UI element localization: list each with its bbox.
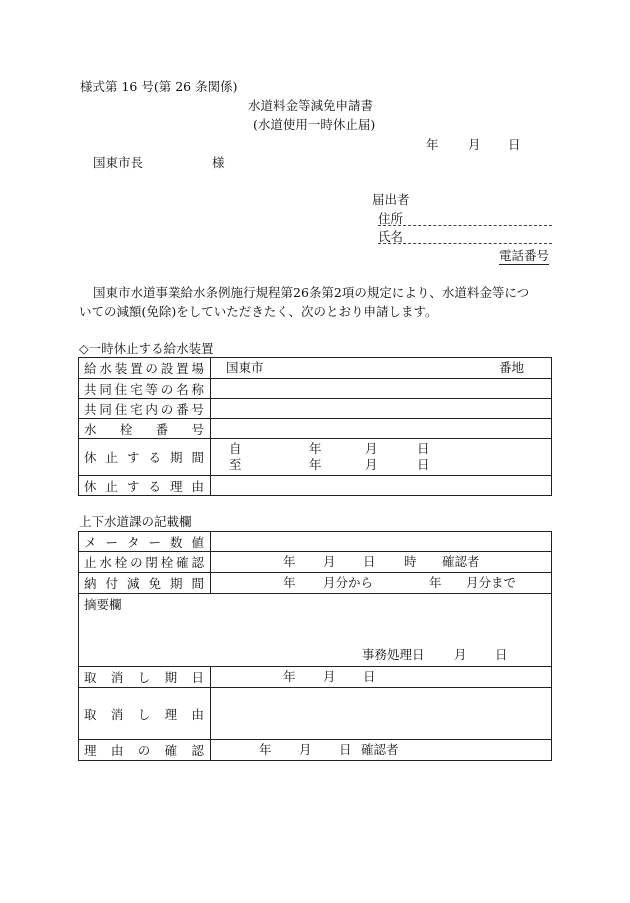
document-title: 水道料金等減免申請書 <box>248 98 374 113</box>
exemption-label: 納付減免期間 <box>79 573 211 594</box>
applicant-address-label: 住所 <box>378 211 404 226</box>
closure-month: 月 <box>323 553 336 569</box>
closure-confirmer: 確認者 <box>442 553 480 569</box>
period-from: 自 <box>229 440 242 456</box>
exemption-from: 月分から <box>323 574 374 590</box>
table-row <box>79 573 552 594</box>
remarks-field[interactable] <box>79 594 552 667</box>
meter-label: メーター数値 <box>79 532 211 552</box>
table-row <box>79 667 552 688</box>
cancel-date-field[interactable] <box>211 667 552 688</box>
period-to-year: 年 <box>309 456 322 472</box>
meter-field[interactable] <box>211 532 552 552</box>
reason-label: 休止する理由 <box>79 476 211 496</box>
table-row <box>79 740 552 761</box>
period-from-year: 年 <box>309 440 322 456</box>
location-suffix: 番地 <box>499 359 525 375</box>
section2-table <box>78 531 552 761</box>
exemption-field[interactable] <box>211 573 552 594</box>
processing-day: 日 <box>495 646 508 662</box>
closure-hour: 時 <box>404 553 417 569</box>
applicant-name-label: 氏名 <box>378 229 404 244</box>
document-subtitle: (水道使用一時休止届) <box>253 117 376 132</box>
addressee-name: 国東市長 <box>93 155 144 170</box>
applicant-name-field[interactable] <box>378 243 552 244</box>
confirm-field[interactable] <box>211 740 552 761</box>
complex-name-field[interactable] <box>211 379 552 399</box>
confirm-month: 月 <box>299 741 312 757</box>
table-row <box>79 476 552 496</box>
processing-month: 月 <box>454 646 467 662</box>
period-to-month: 月 <box>365 456 378 472</box>
period-from-month: 月 <box>365 440 378 456</box>
confirm-day: 日 <box>339 741 352 757</box>
cancel-reason-label: 取消し理由 <box>79 688 211 740</box>
closure-year: 年 <box>283 553 296 569</box>
body-line-2: いての減額(免除)をしていただきたく、次のとおり申請します。 <box>79 304 438 319</box>
table-row <box>79 594 552 667</box>
closure-field[interactable] <box>211 552 552 573</box>
faucet-number-label: 水栓番号 <box>79 419 211 439</box>
unit-number-label: 共同住宅内の番号 <box>79 399 211 419</box>
section1-table <box>78 357 552 496</box>
table-row <box>79 532 552 552</box>
closure-day: 日 <box>363 553 376 569</box>
section1-heading: ◇一時休止する給水装置 <box>79 341 214 356</box>
complex-name-label: 共同住宅等の名称 <box>79 379 211 399</box>
period-from-day: 日 <box>417 440 430 456</box>
table-row <box>79 688 552 740</box>
date-month: 月 <box>468 137 481 152</box>
cancel-reason-field[interactable] <box>211 688 552 740</box>
unit-number-field[interactable] <box>211 399 552 419</box>
table-row <box>79 439 552 476</box>
faucet-number-field[interactable] <box>211 419 552 439</box>
location-field[interactable] <box>211 358 552 379</box>
addressee-honorific: 様 <box>212 155 225 170</box>
period-field[interactable] <box>211 439 552 476</box>
table-row <box>79 419 552 439</box>
confirm-confirmer: 確認者 <box>361 741 399 757</box>
location-label: 給水装置の設置場 <box>79 358 211 379</box>
date-day: 日 <box>508 137 521 152</box>
table-row <box>79 379 552 399</box>
exemption-year: 年 <box>283 574 296 590</box>
applicant-heading: 届出者 <box>372 192 410 207</box>
period-label: 休止する期間 <box>79 439 211 476</box>
processing-date-label: 事務処理日 <box>362 646 425 662</box>
date-year: 年 <box>426 137 439 152</box>
confirm-label: 理由の確認 <box>79 740 211 761</box>
cancel-year: 年 <box>283 668 296 684</box>
table-row <box>79 358 552 379</box>
table-row <box>79 552 552 573</box>
exemption-year2: 年 <box>429 574 442 590</box>
reason-field[interactable] <box>211 476 552 496</box>
applicant-phone-label: 電話番号 <box>499 248 550 263</box>
period-to: 至 <box>229 456 242 472</box>
location-prefix: 国東市 <box>226 359 264 375</box>
applicant-address-field[interactable] <box>378 225 552 226</box>
confirm-year: 年 <box>259 741 272 757</box>
cancel-month: 月 <box>323 668 336 684</box>
remarks-label: 摘要欄 <box>84 596 122 612</box>
cancel-date-label: 取消し期日 <box>79 667 211 688</box>
section2-heading: 上下水道課の記載欄 <box>79 514 192 529</box>
body-line-1: 国東市水道事業給水条例施行規程第26条第2項の規定により、水道料金等につ <box>93 285 530 300</box>
closure-label: 止水栓の閉栓確認 <box>79 552 211 573</box>
cancel-day: 日 <box>363 668 376 684</box>
period-to-day: 日 <box>417 456 430 472</box>
exemption-to: 月分まで <box>466 574 517 590</box>
table-row <box>79 399 552 419</box>
form-number: 様式第 16 号(第 26 条関係) <box>80 79 238 94</box>
